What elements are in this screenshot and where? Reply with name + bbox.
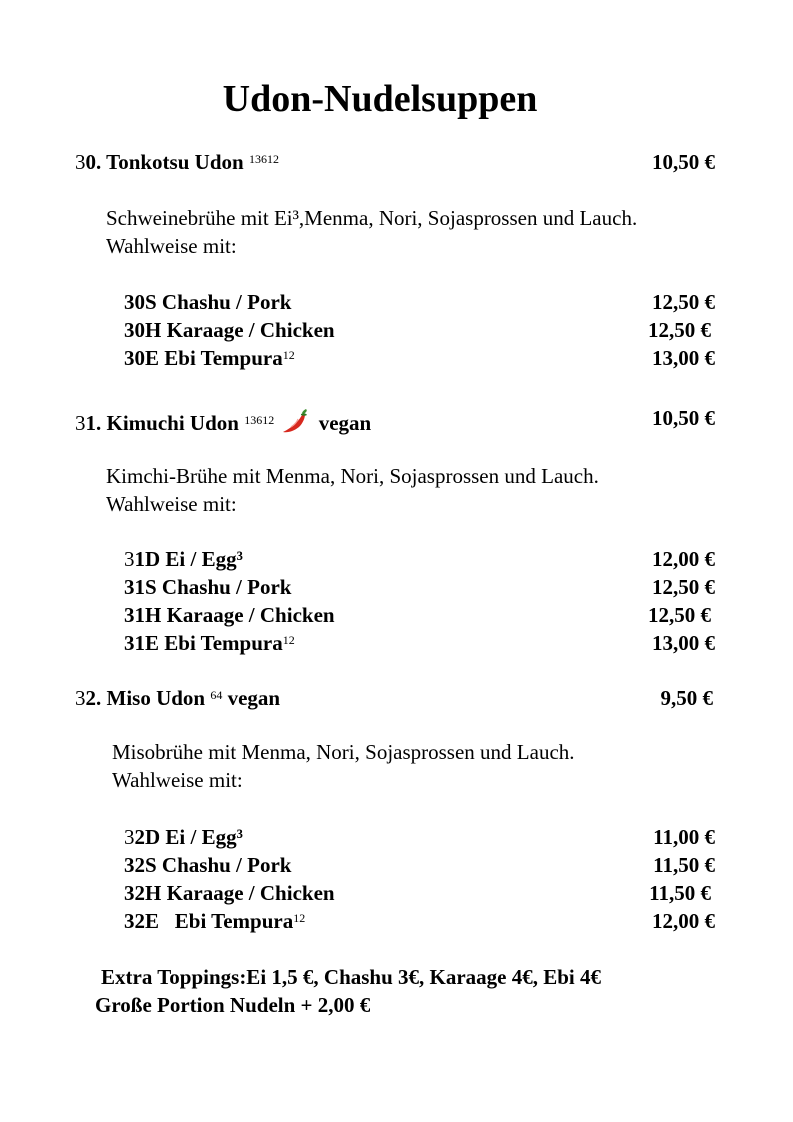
allergen-codes: 13612 bbox=[248, 152, 279, 166]
option-32d-price: 11,00 € bbox=[653, 825, 715, 849]
dish-31-name bbox=[75, 408, 371, 436]
dish-31-desc-line1: Kimchi-Brühe mit Menma, Nori, Sojasprossen und Lauch. bbox=[106, 464, 599, 488]
dish-30-name bbox=[75, 152, 279, 173]
option-32h-price: 11,50 € bbox=[649, 881, 711, 905]
dish-30-desc-line1: Schweinebrühe mit Ei³,Menma, Nori, Sojasprossen und Lauch. bbox=[106, 206, 638, 230]
option-31h: 31H Karaage / Chicken bbox=[124, 603, 335, 627]
dish-32-name bbox=[75, 688, 280, 709]
chili-pepper-icon bbox=[281, 408, 311, 436]
extra-toppings: Extra Toppings:Ei 1,5 €, Chashu 3€, Karaage 4€, Ebi 4€ bbox=[101, 965, 602, 989]
dish-32-price: 9,50 € bbox=[660, 686, 713, 710]
allergen-codes: 12 bbox=[293, 911, 306, 925]
allergen-codes: 13612 bbox=[244, 413, 275, 427]
allergen-codes: 64 bbox=[210, 688, 223, 702]
vegan-label: vegan bbox=[318, 411, 372, 435]
option-31s: 31S Chashu / Pork bbox=[124, 575, 292, 599]
option-32e: 32E Ebi Tempura$^{12}$ bbox=[124, 909, 306, 933]
option-31d: 31D Ei / Egg³ bbox=[124, 547, 243, 571]
dish-number: 3 bbox=[75, 411, 86, 435]
dish-30-price: 10,50 € bbox=[652, 150, 715, 174]
option-31d-price: 12,00 € bbox=[652, 547, 715, 571]
option-31e: 31E Ebi Tempura$^{12}$ bbox=[124, 631, 295, 655]
dish-title: 1. Kimuchi Udon bbox=[85, 411, 239, 435]
vegan-label: vegan bbox=[227, 686, 281, 710]
option-32h: 32H Karaage / Chicken bbox=[124, 881, 335, 905]
option-31s-price: 12,50 € bbox=[652, 575, 715, 599]
option-30e: 30E Ebi Tempura$^{12}$ bbox=[124, 346, 295, 370]
dish-number: 3 bbox=[75, 150, 86, 174]
allergen-codes: 12 bbox=[282, 348, 295, 362]
allergen-codes: 12 bbox=[282, 633, 295, 647]
dish-30-desc-line2: Wahlweise mit: bbox=[106, 234, 237, 258]
page-title: Udon-Nudelsuppen bbox=[222, 78, 538, 120]
option-32e-price: 12,00 € bbox=[652, 909, 715, 933]
option-32s: 32S Chashu / Pork bbox=[124, 853, 292, 877]
option-30e-price: 13,00 € bbox=[652, 346, 715, 370]
option-32d: 32D Ei / Egg³ bbox=[124, 825, 243, 849]
dish-number: 3 bbox=[75, 686, 86, 710]
option-30s-price: 12,50 € bbox=[652, 290, 715, 314]
dish-title: 2. Miso Udon bbox=[85, 686, 206, 710]
option-31e-price: 13,00 € bbox=[652, 631, 715, 655]
dish-32-desc-line2: Wahlweise mit: bbox=[112, 768, 243, 792]
dish-31-desc-line2: Wahlweise mit: bbox=[106, 492, 237, 516]
option-30s: 30S Chashu / Pork bbox=[124, 290, 292, 314]
option-30h: 30H Karaage / Chicken bbox=[124, 318, 335, 342]
dish-title: 0. Tonkotsu Udon bbox=[85, 150, 244, 174]
option-32s-price: 11,50 € bbox=[653, 853, 715, 877]
large-portion: Große Portion Nudeln + 2,00 € bbox=[95, 993, 371, 1017]
option-31h-price: 12,50 € bbox=[648, 603, 711, 627]
option-30h-price: 12,50 € bbox=[648, 318, 711, 342]
dish-31-price: 10,50 € bbox=[652, 406, 715, 430]
dish-32-desc-line1: Misobrühe mit Menma, Nori, Sojasprossen und Lauch. bbox=[112, 740, 575, 764]
